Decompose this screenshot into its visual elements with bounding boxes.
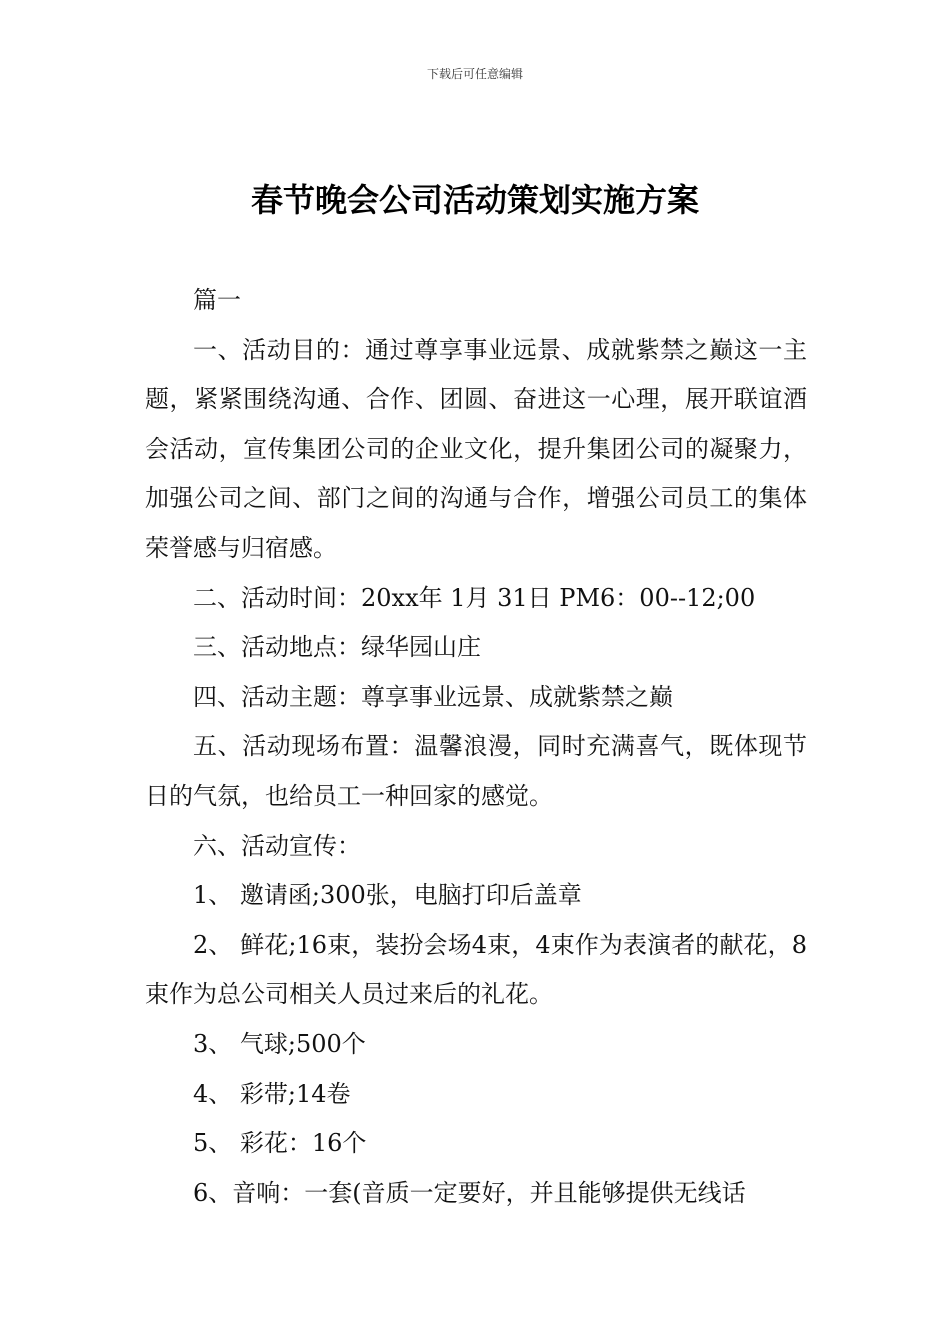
list-item-confetti: 5、 彩花：16个 xyxy=(193,1129,367,1158)
list-item-balloons: 3、 气球;500个 xyxy=(193,1029,366,1058)
list-item-flowers: 2、 鲜花;16束，装扮会场4束，4束作为表演者的献花，8束作为总公司相关人员过来后的礼花。 xyxy=(145,930,807,1009)
paragraph-location: 三、活动地点：绿华园山庄 xyxy=(193,633,481,662)
paragraph-theme: 四、活动主题：尊享事业远景、成就紫禁之巅 xyxy=(193,682,673,711)
paragraph-venue-layout: 五、活动现场布置：温馨浪漫，同时充满喜气，既体现节日的气氛，也给员工一种回家的感觉。 xyxy=(145,732,807,810)
paragraph-time: 二、活动时间：20xx年 1月 31日 PM6：00--12;00 xyxy=(193,583,756,612)
paragraph-purpose: 一、活动目的：通过尊享事业远景、成就紫禁之巅这一主题，紧紧围绕沟通、合作、团圆、奋进这一心理，展开联谊酒会活动，宣传集团公司的企业文化，提升集团公司的凝聚力，加强公司之间、部门之间的沟通与合作，增强公司员工的集体荣誉感与归宿感。 xyxy=(145,335,807,562)
paragraph-promotion: 六、活动宣传： xyxy=(193,831,361,860)
list-item-ribbons: 4、 彩带;14卷 xyxy=(193,1079,351,1108)
header-note: 下载后可任意编辑 xyxy=(426,67,523,81)
list-item-invitations: 1、 邀请函;300张，电脑打印后盖章 xyxy=(193,881,582,910)
list-item-audio: 6、音响：一套(音质一定要好，并且能够提供无线话 xyxy=(193,1178,746,1207)
document-body xyxy=(145,276,807,1218)
document-title: 春节晚会公司活动策划实施方案 xyxy=(250,181,699,219)
section-label: 篇一 xyxy=(193,286,241,314)
